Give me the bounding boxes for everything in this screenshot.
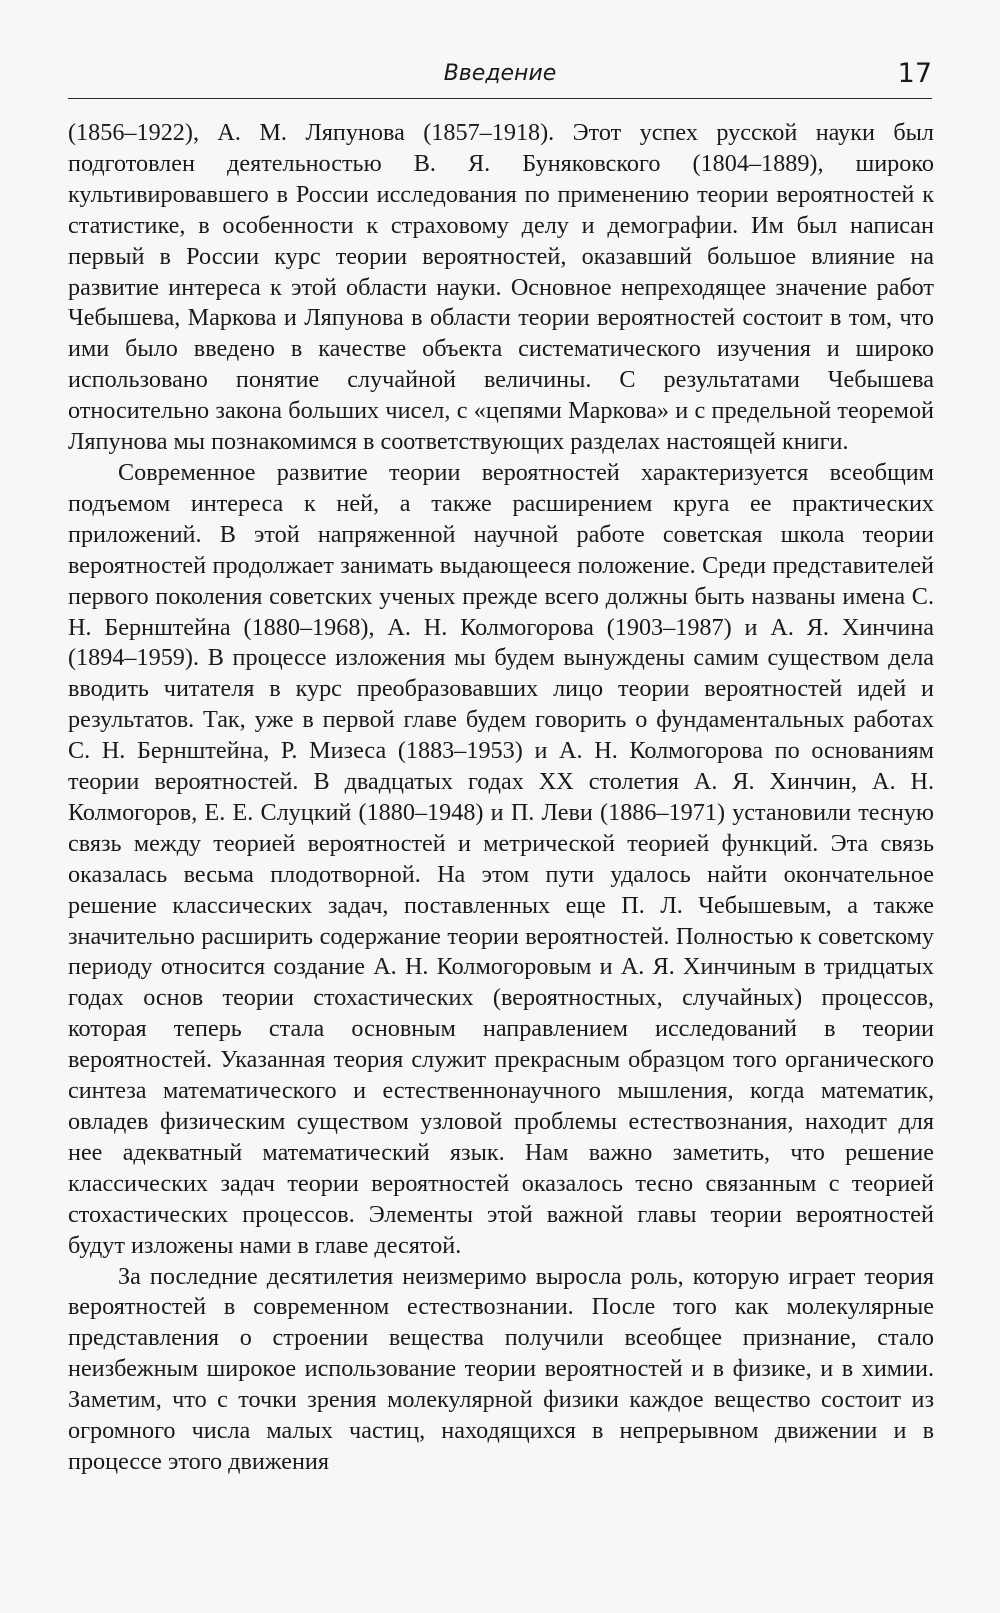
- paragraph-3: За последние десятилетия неизмеримо выросла роль, которую играет теория вероятностей в современном естествознании. После того как молекулярные представления о строении вещества получили всеобщее признание, стало неизбежным широкое использование теории вероятностей и в физике, и в химии. Заметим, что с точки зрения молекулярной физики каждое вещество состоит из огромного числа малых частиц, находящихся в непрерывном движении и в процессе этого движения: [68, 1262, 934, 1475]
- paragraph-2: Современное развитие теории вероятностей характеризуется всеобщим подъемом интереса к ней, а также расширением круга ее практических приложений. В этой напряженной научной работе советская школа теории вероятностей продолжает занимать выдающееся положение. Среди представителей первого поколения советских ученых прежде всего должны быть названы имена С. Н. Бернштейна (1880–1968), А. Н. Колмогорова (1903–1987) и А. Я. Хинчина (1894–1959). В процессе изложения мы будем вынуждены самим существом дела вводить читателя в курс преобразовавших лицо теории вероятностей идей и результатов. Так, уже в первой главе будем говорить о фундаментальных работах С. Н. Бернштейна, Р. Мизеса (1883–1953) и А. Н. Колмогорова по основаниям теории вероятностей. В двадцатых годах XX столетия А. Я. Хинчин, А. Н. Колмогоров, Е. Е. Слуцкий (1880–1948) и П. Леви (1886–1971) установили тесную связь между теорией вероятностей и метрической теорией функций. Эта связь оказалась весьма плодотворной. На этом пути удалось найти окончательное решение классических задач, поставленных еще П. Л. Чебышевым, а также значительно расширить содержание теории вероятностей. Полностью к советскому периоду относится создание А. Н. Колмогоровым и А. Я. Хинчиным в тридцатых годах основ теории стохастических (вероятностных, случайных) процессов, которая теперь стала основным направлением исследований в теории вероятностей. Указанная теория служит прекрасным образцом того органического синтеза математического и естественнонаучного мышления, когда математик, овладев физическим существом узловой проблемы естествознания, находит для нее адекватный математический язык. Нам важно заметить, что решение классических задач теории вероятностей оказалось тесно связанным с теорией стохастических процессов. Элементы этой важной главы теории вероятностей будут изложены нами в главе десятой.: [68, 458, 934, 1259]
- paragraph-1: (1856–1922), А. М. Ляпунова (1857–1918). Этот успех русской науки был подготовлен деятельностью В. Я. Буняковского (1804–1889), широко культивировавшего в России исследования по применению теории вероятностей к статистике, в особенности к страховому делу и демографии. Им был написан первый в России курс теории вероятностей, оказавший большое влияние на развитие интереса к этой области науки. Основное непреходящее значение работ Чебышева, Маркова и Ляпунова в области теории вероятностей состоит в том, что ими было введено в качестве объекта систематического изучения и широко использовано понятие случайной величины. С результатами Чебышева относительно закона больших чисел, с «цепями Маркова» и с предельной теоремой Ляпунова мы познакомимся в соответствующих разделах настоящей книги.: [68, 119, 934, 456]
- page-header: [68, 56, 932, 99]
- body-text: [68, 118, 934, 1478]
- running-title: Введение: [443, 61, 557, 86]
- page-number: 17: [897, 58, 932, 89]
